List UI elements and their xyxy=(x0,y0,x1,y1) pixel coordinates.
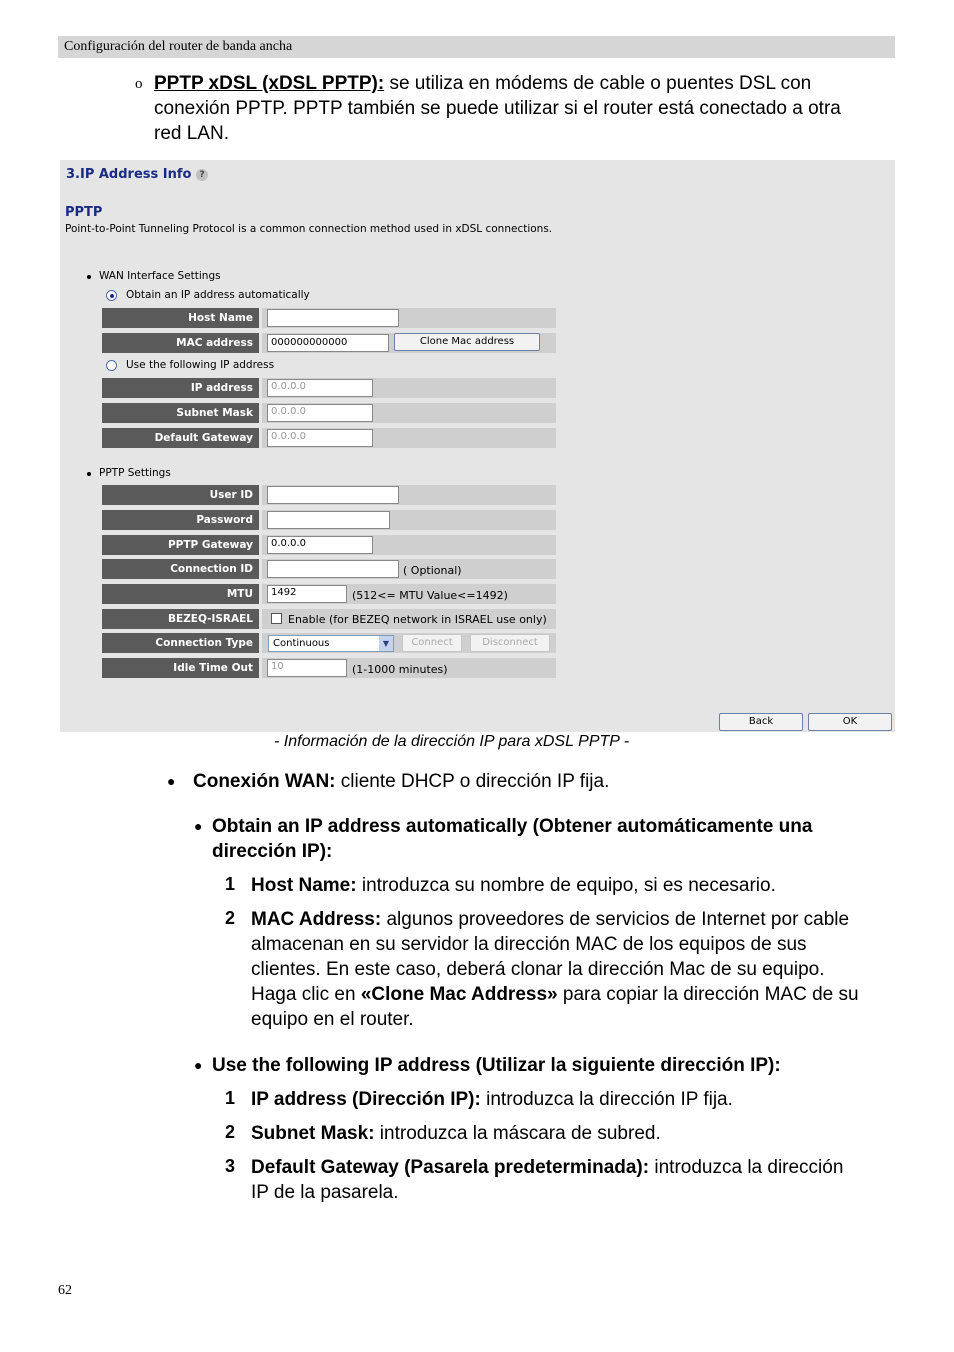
default-gateway-input[interactable]: 0.0.0.0 xyxy=(267,429,373,447)
connection-type-value: Continuous xyxy=(273,638,330,649)
bullet-dot: ● xyxy=(194,1057,203,1073)
bullet-dot xyxy=(87,275,91,279)
intro-line2: conexión PPTP. PPTP también se puede utilizar si el router está conectado a otra xyxy=(154,98,841,119)
router-screenshot xyxy=(60,160,895,732)
item-line4-post: para copiar la dirección MAC de su xyxy=(557,984,859,1005)
item-line1: algunos proveedores de servicios de Internet por cable xyxy=(381,909,850,930)
chevron-down-icon[interactable]: ▼ xyxy=(379,636,393,651)
item-line5: equipo en el router. xyxy=(251,1009,414,1030)
item-number: 3 xyxy=(225,1156,236,1176)
wan-connection-line xyxy=(193,769,609,794)
connect-button[interactable]: Connect xyxy=(402,634,462,652)
item-line4-pre: Haga clic en xyxy=(251,984,361,1005)
mac-address-item xyxy=(251,907,901,1032)
clone-mac-button[interactable]: Clone Mac address xyxy=(394,333,540,351)
mac-address-label: MAC address xyxy=(102,333,259,353)
bullet-dot: ● xyxy=(194,818,203,834)
intro-paragraph xyxy=(154,71,899,146)
pptp-gateway-label: PPTP Gateway xyxy=(102,535,259,555)
clone-mac-reference: «Clone Mac Address» xyxy=(360,984,558,1005)
idle-timeout-label: Idle Time Out xyxy=(102,658,259,678)
item-term: Subnet Mask: xyxy=(251,1123,375,1144)
user-id-label: User ID xyxy=(102,485,259,505)
item-line2: IP de la pasarela. xyxy=(251,1182,399,1203)
intro-line3: red LAN. xyxy=(154,123,229,144)
page-number: 62 xyxy=(58,1283,72,1298)
mac-address-input[interactable]: 000000000000 xyxy=(267,334,389,352)
bezeq-label: BEZEQ-ISRAEL xyxy=(102,609,259,629)
password-label: Password xyxy=(102,510,259,530)
item-line2: almacenan en su servidor la dirección MAC de los equipos de sus xyxy=(251,934,807,955)
bezeq-note: Enable (for BEZEQ network in ISRAEL use only) xyxy=(288,613,547,626)
host-name-label: Host Name xyxy=(102,308,259,328)
bullet-dot xyxy=(87,472,91,476)
pptp-gateway-input[interactable]: 0.0.0.0 xyxy=(267,536,373,554)
use-following-radio[interactable] xyxy=(106,360,117,371)
host-name-input[interactable] xyxy=(267,309,399,327)
use-following-heading: Use the following IP address (Utilizar la siguiente dirección IP): xyxy=(212,1055,781,1076)
intro-line1: se utiliza en módems de cable o puentes DSL con xyxy=(384,73,812,94)
mtu-label: MTU xyxy=(102,584,259,604)
pptp-settings-label: PPTP Settings xyxy=(99,467,171,479)
default-gateway-label: Default Gateway xyxy=(102,428,259,448)
ip-address-item xyxy=(251,1087,733,1112)
password-input[interactable] xyxy=(267,511,390,529)
item-text: introduzca su nombre de equipo, si es necesario. xyxy=(356,875,776,896)
idle-timeout-input[interactable]: 10 xyxy=(267,659,347,677)
item-term: Default Gateway (Pasarela predeterminada): xyxy=(251,1157,650,1178)
page-header: Configuración del router de banda ancha xyxy=(58,36,895,58)
item-number: 1 xyxy=(225,1088,236,1108)
item-text: introduzca la dirección IP fija. xyxy=(480,1089,733,1110)
mtu-input[interactable]: 1492 xyxy=(267,585,347,603)
disconnect-button[interactable]: Disconnect xyxy=(470,634,550,652)
obtain-heading-line1: Obtain an IP address automatically (Obtener automáticamente una xyxy=(212,816,813,837)
host-name-item xyxy=(251,873,776,898)
subnet-mask-input[interactable]: 0.0.0.0 xyxy=(267,404,373,422)
subnet-mask-label: Subnet Mask xyxy=(102,403,259,423)
item-number: 2 xyxy=(225,908,236,928)
item-term: IP address (Dirección IP): xyxy=(251,1089,481,1110)
item-line3: clientes. En este caso, deberá clonar la dirección Mac de su equipo. xyxy=(251,959,825,980)
ip-address-label: IP address xyxy=(102,378,259,398)
connection-id-note: ( Optional) xyxy=(403,564,462,577)
item-text: introduzca la dirección xyxy=(649,1157,844,1178)
idle-timeout-note: (1-1000 minutes) xyxy=(352,663,448,676)
obtain-heading xyxy=(212,814,902,864)
bezeq-checkbox[interactable] xyxy=(271,613,282,624)
connection-type-select[interactable] xyxy=(268,635,394,652)
pptp-description: Point-to-Point Tunneling Protocol is a common connection method used in xDSL connections. xyxy=(65,223,553,235)
wan-term: Conexión WAN: xyxy=(193,771,336,792)
subnet-mask-item xyxy=(251,1121,661,1146)
pptp-title: PPTP xyxy=(65,205,103,220)
item-text: introduzca la máscara de subred. xyxy=(374,1123,661,1144)
connection-id-input[interactable] xyxy=(267,560,399,578)
section-title: 3.IP Address Info ? xyxy=(66,167,208,182)
item-term: MAC Address: xyxy=(251,909,382,930)
user-id-input[interactable] xyxy=(267,486,399,504)
mtu-note: (512<= MTU Value<=1492) xyxy=(352,589,508,602)
help-icon[interactable]: ? xyxy=(196,169,208,181)
item-number: 1 xyxy=(225,874,236,894)
default-gateway-item xyxy=(251,1155,901,1205)
connection-id-label: Connection ID xyxy=(102,559,259,579)
item-term: Host Name: xyxy=(251,875,357,896)
back-button[interactable]: Back xyxy=(719,713,803,731)
wan-interface-settings-label: WAN Interface Settings xyxy=(99,270,221,282)
use-following-label: Use the following IP address xyxy=(126,359,275,371)
figure-caption: - Información de la dirección IP para xDSL PPTP - xyxy=(274,733,630,750)
bullet-dot: ● xyxy=(167,773,176,789)
obtain-heading-line2: dirección IP): xyxy=(212,841,333,862)
pptp-term: PPTP xDSL (xDSL PPTP): xyxy=(154,73,385,94)
wan-rest: cliente DHCP o dirección IP fija. xyxy=(335,771,610,792)
ip-address-input[interactable]: 0.0.0.0 xyxy=(267,379,373,397)
obtain-auto-label: Obtain an IP address automatically xyxy=(126,289,310,301)
obtain-auto-radio[interactable] xyxy=(106,290,117,301)
intro-bullet: o xyxy=(135,76,143,92)
ok-button[interactable]: OK xyxy=(808,713,892,731)
item-number: 2 xyxy=(225,1122,236,1142)
connection-type-label: Connection Type xyxy=(102,633,259,653)
